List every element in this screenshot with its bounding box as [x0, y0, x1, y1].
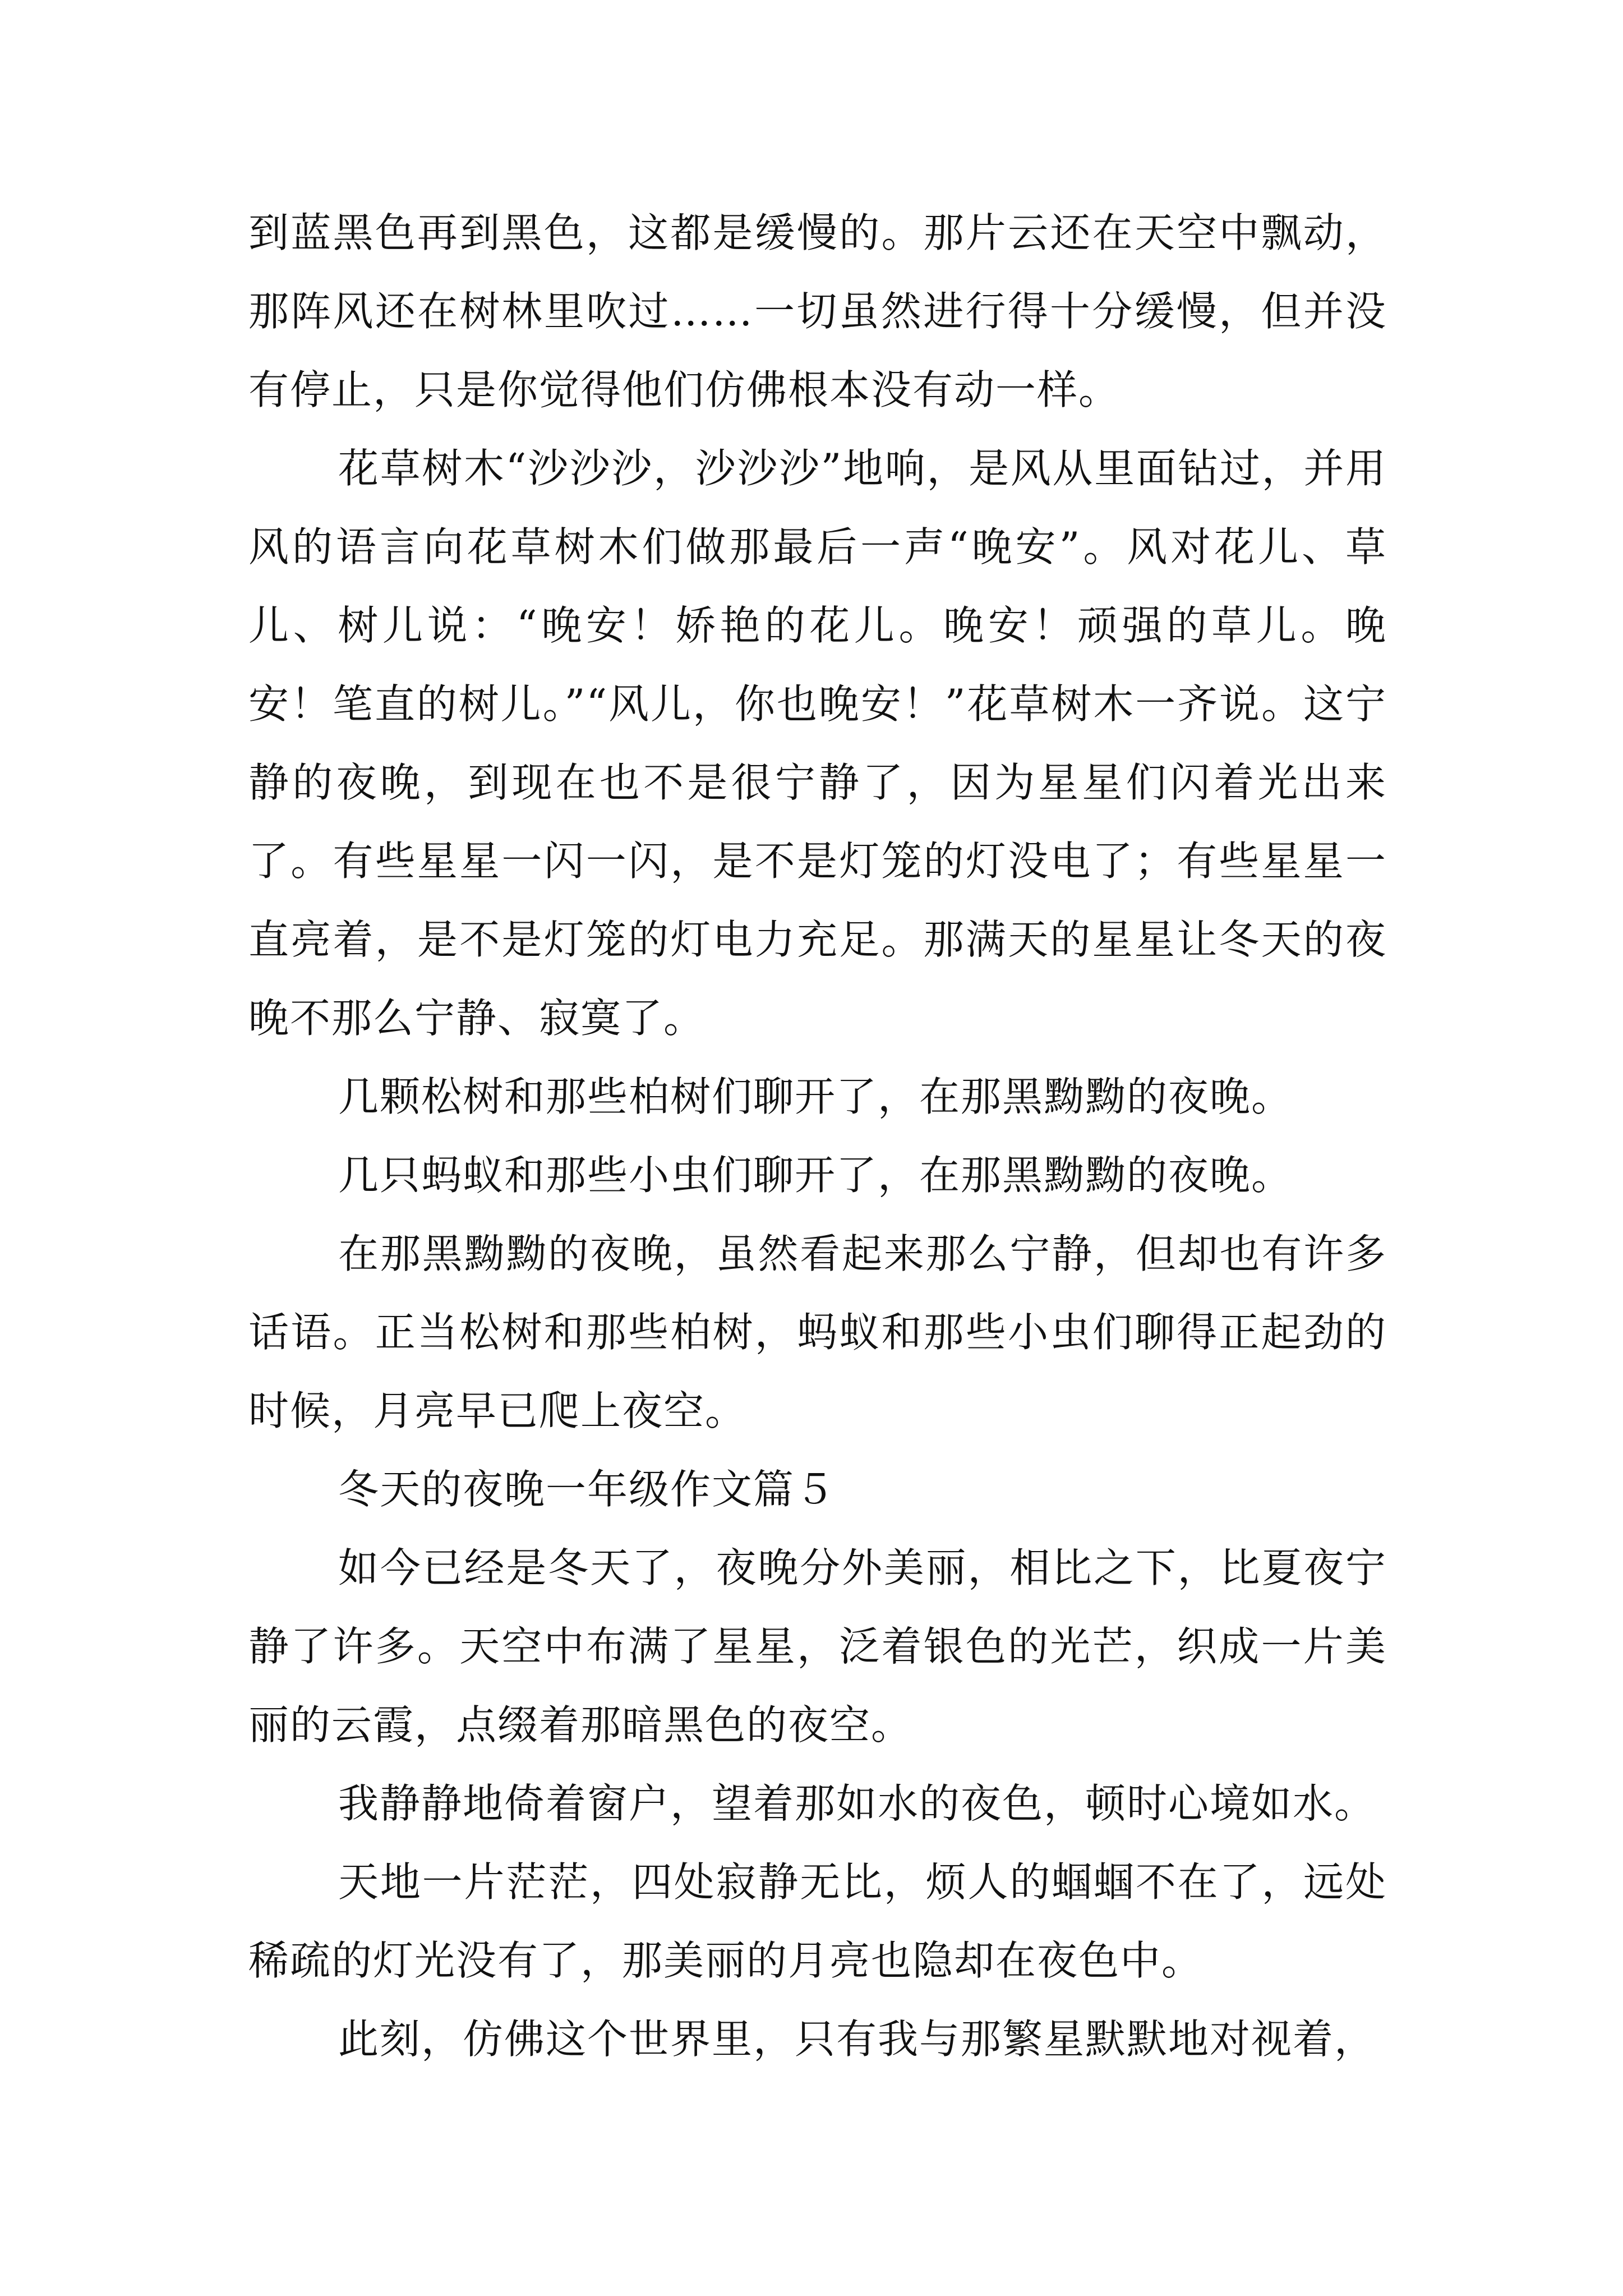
paragraph-wind-goodnight: 花草树木“沙沙沙，沙沙沙”地响，是风从里面钻过，并用风的语言向花草树木们做那最后一声“晚安”。风对花儿、草儿、树儿说：“晚安！娇艳的花儿。晚安！顽强的草儿。晚安！笔直的树儿。”“风儿，你也晚安！”花草树木一齐说。这宁静的夜晚，到现在也不是很宁静了，因为星星们闪着光出来了。有些星星一闪一闪，是不是灯笼的灯没电了；有些星星一直亮着，是不是灯笼的灯电力充足。那满天的星星让冬天的夜晚不那么宁静、寂寞了。: [248, 445, 1387, 1042]
paragraph-stars: 此刻，仿佛这个世界里，只有我与那繁星默默地对视着，: [338, 2016, 1376, 2063]
paragraph-pine-trees: 几颗松树和那些柏树们聊开了，在那黑黝黝的夜晚。: [338, 1073, 1293, 1120]
paragraph-silence: 天地一片茫茫，四处寂静无比，烦人的蝈蝈不在了，远处稀疏的灯光没有了，那美丽的月亮也隐却在夜色中。: [248, 1858, 1387, 1984]
paragraph-window: 我静静地倚着窗户，望着那如水的夜色，顿时心境如水。: [338, 1780, 1376, 1827]
paragraph-dark-night: 在那黑黝黝的夜晚，虽然看起来那么宁静，但却也有许多话语。正当松树和那些柏树，蚂蚁和那些小虫们聊得正起劲的时候，月亮早已爬上夜空。: [248, 1230, 1387, 1434]
paragraph-ants: 几只蚂蚁和那些小虫们聊开了，在那黑黝黝的夜晚。: [338, 1152, 1293, 1199]
section-heading: 冬天的夜晚一年级作文篇５: [338, 1466, 837, 1513]
paragraph-winter-night: 如今已经是冬天了，夜晚分外美丽，相比之下，比夏夜宁静了许多。天空中布满了星星，泛着银色的光芒，织成一片美丽的云霞，点缀着那暗黑色的夜空。: [248, 1544, 1387, 1749]
document-body: [248, 194, 1387, 2078]
paragraph-continuation: 到蓝黑色再到黑色，这都是缓慢的。那片云还在天空中飘动，那阵风还在树林里吹过……一切虽然进行得十分缓慢，但并没有停止，只是你觉得他们仿佛根本没有动一样。: [248, 209, 1387, 413]
